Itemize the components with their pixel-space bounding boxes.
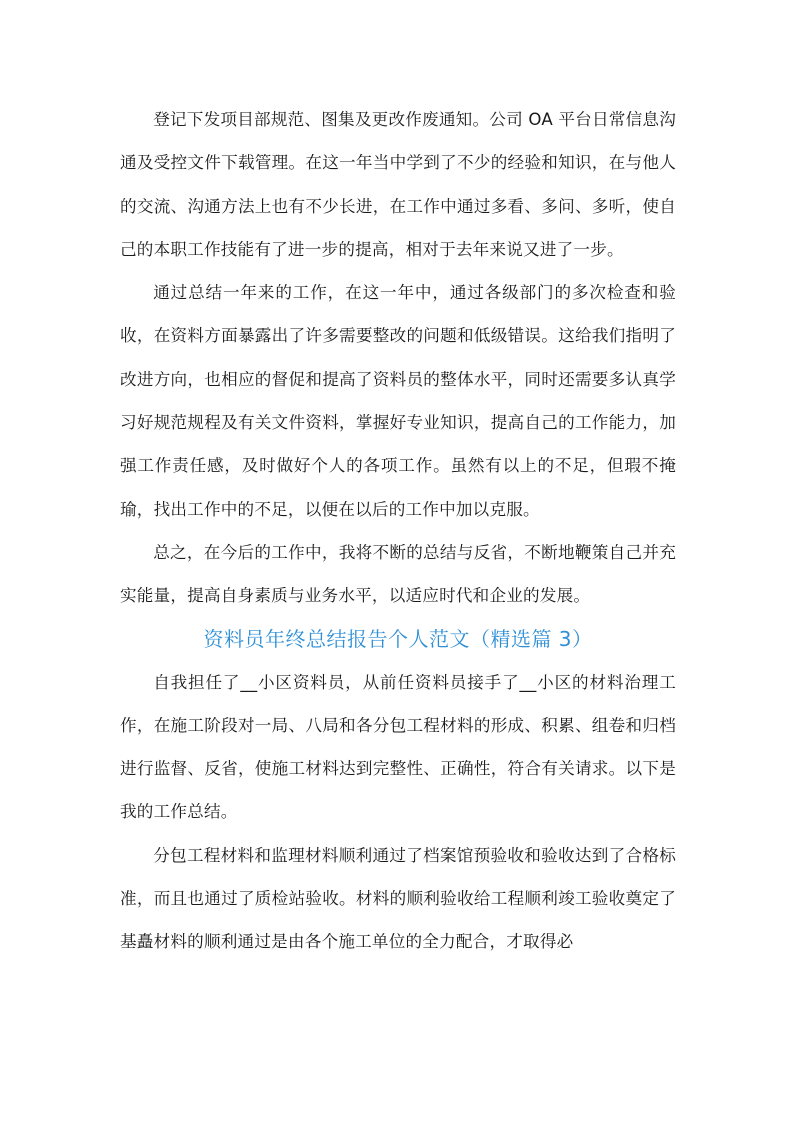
paragraph-3: 总之，在今后的工作中，我将不断的总结与反省，不断地鞭策自己并充实能量，提高自身素质与业务水平，以适应时代和企业的发展。 bbox=[120, 542, 676, 606]
section-heading: 资料员年终总结报告个人范文（精选篇 3） bbox=[203, 626, 593, 651]
paragraph-4: 自我担任了__小区资料员，从前任资料员接手了__小区的材料治理工作，在施工阶段对一局、八局和各分包工程材料的形成、积累、组卷和归档进行监督、反省，使施工材料达到完整性、正确性，符合有关请求。以下是我的工作总结。 bbox=[120, 672, 676, 822]
paragraph-1: 登记下发项目部规范、图集及更改作废通知。公司 OA 平台日常信息沟通及受控文件下载管理。在这一年当中学到了不少的经验和知识，在与他人的交流、沟通方法上也有不少长进，在工作中通过多看、多问、多听，使自己的本职工作技能有了进一步的提高，相对于去年来说又进了一步。 bbox=[120, 110, 676, 259]
document-page bbox=[120, 98, 676, 964]
paragraph-5: 分包工程材料和监理材料顺利通过了档案馆预验收和验收达到了合格标准，而且也通过了质检站验收。材料的顺利验收给工程顺利竣工验收奠定了基矗材料的顺利通过是由各个施工单位的全力配合，才取得必 bbox=[120, 845, 676, 952]
paragraph-2: 通过总结一年来的工作，在这一年中，通过各级部门的多次检查和验收，在资料方面暴露出了许多需要整改的问题和低级错误。这给我们指明了改进方向，也相应的督促和提高了资料员的整体水平，同时还需要多认真学习好规范规程及有关文件资料，掌握好专业知识，提高自己的工作能力，加强工作责任感，及时做好个人的各项工作。虽然有以上的不足，但瑕不掩瑜，找出工作中的不足，以便在以后的工作中加以克服。 bbox=[120, 283, 676, 519]
